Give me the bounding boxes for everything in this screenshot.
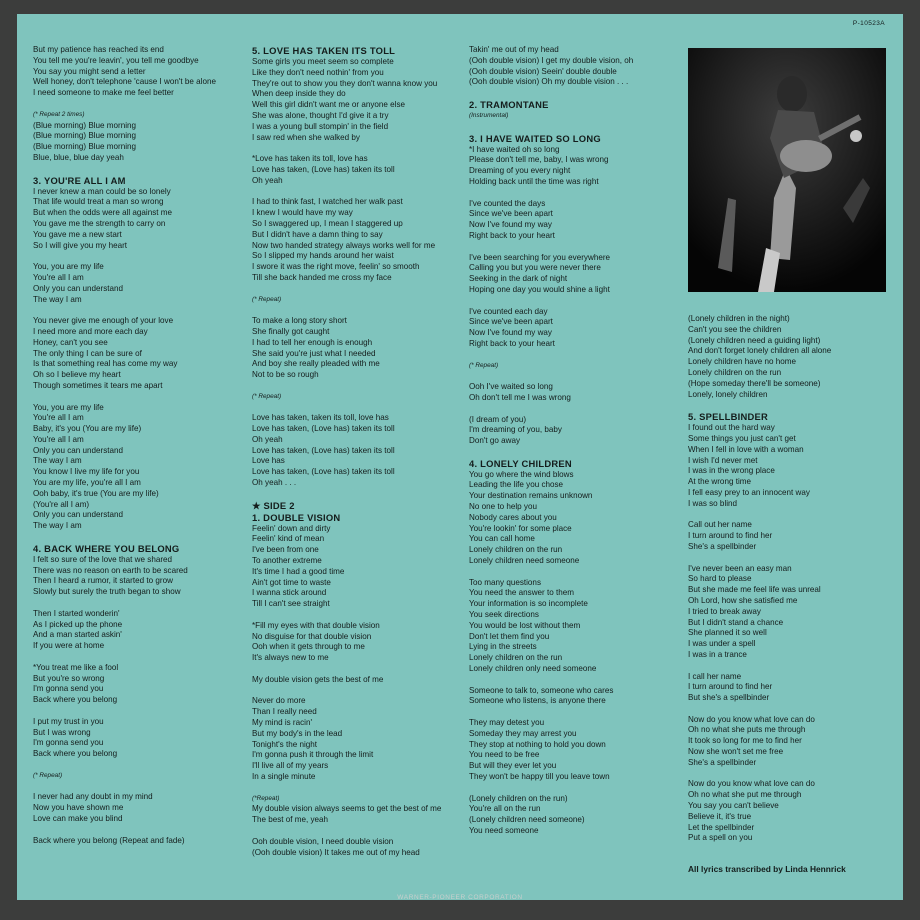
catalog-number: P-10523A [852, 20, 885, 27]
lyric-line: The only thing I can be sure of [33, 348, 142, 358]
lyric-line: And a man started askin' [33, 630, 122, 640]
lyric-line: Now I've found my way [469, 328, 552, 338]
lyric-line: Now I've found my way [469, 220, 552, 230]
lyric-line: I'm gonna send you [33, 738, 104, 748]
guitarist-photo [688, 48, 886, 292]
song-title: 5. SPELLBINDER [688, 411, 769, 423]
lyric-line: (Ooh double vision) Seein' double double [469, 66, 617, 76]
stanza-gap [469, 783, 687, 794]
song-title: 3. YOU'RE ALL I AM [33, 174, 126, 186]
lyric-line: *You treat me like a fool [33, 662, 119, 672]
lyric-line: Honey, can't you see [33, 337, 108, 347]
lyric-line: The way I am [33, 521, 82, 531]
lyric-line: Oh no what she put me through [688, 790, 802, 800]
lyric-line: I wanna stick around [252, 588, 327, 598]
lyric-line: Love has taken, (Love has) taken its toll [252, 164, 395, 174]
lyric-line: Too many questions [469, 577, 541, 587]
lyric-line: I turn around to find her [688, 531, 773, 541]
lyric-line: You, you are my life [33, 262, 104, 272]
stanza-gap [252, 381, 472, 392]
lyric-line: *Fill my eyes with that double vision [252, 620, 380, 630]
lyric-note: (* Repeat) [33, 771, 63, 779]
lyric-line: Ooh I've waited so long [469, 382, 553, 392]
lyric-line: It's always new to me [252, 653, 329, 663]
lyric-line: (Lonely children on the run) [469, 793, 568, 803]
stanza-gap [252, 403, 472, 414]
lyric-line: Now you have shown me [33, 803, 124, 813]
lyric-line: You say you might send a letter [33, 66, 146, 76]
lyric-line: Right back to your heart [469, 338, 555, 348]
lyric-line: Lonely children have no home [688, 357, 796, 367]
lyric-line: But I was wrong [33, 727, 91, 737]
lyric-line: Now she won't set me free [688, 747, 784, 757]
song-title: 4. BACK WHERE YOU BELONG [33, 542, 180, 554]
lyric-line: Since we've been apart [469, 317, 553, 327]
lyric-note: (Instrumental) [469, 111, 509, 119]
stanza-gap [252, 187, 472, 198]
lyric-line: Someday they may arrest you [469, 728, 577, 738]
lyric-line: If you were at home [33, 641, 105, 651]
lyric-line: Lonely children need someone [469, 556, 580, 566]
lyric-line: Love has taken, taken its toll, love has [252, 413, 389, 423]
stanza-gap [469, 242, 687, 253]
lyric-line: Back where you belong [33, 749, 118, 759]
stanza-gap [252, 489, 472, 500]
lyric-line: Believe it, it's true [688, 811, 752, 821]
lyric-line: Oh yeah [252, 434, 283, 444]
stanza-gap [688, 553, 900, 564]
lyric-line: (Lonely children in the night) [688, 314, 790, 323]
lyric-line: The way I am [33, 294, 82, 304]
lyric-line: She said you're just what I needed [252, 348, 376, 358]
lyric-line: Now two handed strategy always works well for me [252, 240, 436, 250]
stanza-gap [33, 706, 248, 717]
lyric-line: I turn around to find her [688, 682, 773, 692]
lyric-line: Love has [252, 456, 285, 466]
lyric-line: Never do more [252, 696, 306, 706]
stanza-gap [33, 251, 248, 262]
lyric-line: But will they ever let you [469, 761, 557, 771]
stanza-gap [33, 825, 248, 836]
lyric-line: Oh yeah . . . [252, 478, 297, 488]
lyric-line: (Blue morning) Blue morning [33, 131, 137, 141]
stanza-gap [688, 704, 900, 715]
lyric-line: Love can make you blind [33, 813, 123, 823]
song-title: 3. I HAVE WAITED SO LONG [469, 132, 601, 144]
lyrics-column-4 [688, 314, 900, 844]
lyric-line: To another extreme [252, 556, 322, 566]
lyric-line: You're all on the run [469, 804, 541, 814]
lyric-line: Ooh baby, it's true (You are my life) [33, 488, 159, 498]
lyric-line: (Lonely children need someone) [469, 815, 585, 825]
lyric-line: No one to help you [469, 502, 537, 512]
lyric-line: But she made me feel life was unreal [688, 585, 821, 595]
lyrics-credit: All lyrics transcribed by Linda Hennrick [688, 864, 846, 874]
lyric-line: You say you can't believe [688, 801, 779, 811]
lyric-line: But I didn't stand a chance [688, 617, 784, 627]
song-title: 4. LONELY CHILDREN [469, 457, 572, 469]
lyric-line: Is that something real has come my way [33, 359, 178, 369]
stanza-gap [33, 532, 248, 543]
lyric-line: I was so blind [688, 498, 738, 508]
lyric-line: So hard to please [688, 574, 752, 584]
lyric-line: You are my life, you're all I am [33, 478, 141, 488]
lyric-line: (Lonely children need a guiding light) [688, 335, 821, 345]
lyric-line: She's a spellbinder [688, 541, 757, 551]
stanza-gap [252, 826, 472, 837]
lyric-line: You need to be free [469, 750, 540, 760]
lyric-line: Right back to your heart [469, 230, 555, 240]
lyric-line: But I didn't have a damn thing to say [252, 229, 383, 239]
stanza-gap [469, 447, 687, 458]
song-title: 5. LOVE HAS TAKEN ITS TOLL [252, 45, 396, 56]
lyric-line: Love has taken, (Love has) taken its toll [252, 467, 395, 477]
lyric-line: When I fell in love with a woman [688, 444, 804, 454]
lyric-line: I need someone to make me feel better [33, 88, 174, 98]
lyric-line: I had to think fast, I watched her walk past [252, 197, 403, 207]
stanza-gap [688, 769, 900, 780]
lyric-line: You go where the wind blows [469, 469, 574, 479]
lyric-line: Not to be so rough [252, 370, 319, 380]
lyric-line: (You're all I am) [33, 499, 90, 509]
stanza-gap [688, 661, 900, 672]
lyric-line: They may detest you [469, 718, 545, 728]
lyrics-column-1 [33, 45, 248, 846]
lyric-line: Slowly but surely the truth began to show [33, 587, 181, 597]
lyric-line: My double vision gets the best of me [252, 674, 384, 684]
lyric-line: You need someone [469, 825, 539, 835]
lyric-line: I had to tell her enough is enough [252, 337, 373, 347]
stanza-gap [252, 783, 472, 794]
lyric-line: Don't let them find you [469, 631, 550, 641]
stanza-gap [33, 598, 248, 609]
lyric-line: Takin' me out of my head [469, 45, 559, 54]
lyric-line: To make a long story short [252, 316, 347, 326]
lyric-line: Love has taken, (Love has) taken its toll [252, 445, 395, 455]
lyric-line: She was alone, thought I'd give it a try [252, 110, 389, 120]
lyric-line: It's time I had a good time [252, 566, 345, 576]
lyric-line: Lonely children on the run [688, 367, 782, 377]
lyric-line: As I picked up the phone [33, 619, 123, 629]
lyric-line: Ooh double vision, I need double vision [252, 836, 394, 846]
lyric-line: You would be lost without them [469, 620, 581, 630]
lyric-line: I was in the wrong place [688, 466, 775, 476]
stanza-gap [33, 164, 248, 175]
stanza-gap [469, 88, 687, 99]
lyric-line: You're all I am [33, 272, 84, 282]
stanza-gap [469, 296, 687, 307]
lyric-line: You gave me the strength to carry on [33, 218, 166, 228]
lyric-line: You need the answer to them [469, 588, 574, 598]
lyric-line: You know I live my life for you [33, 467, 140, 477]
lyric-line: Seeking in the dark of night [469, 274, 568, 284]
lyric-line: My mind is racin' [252, 718, 313, 728]
lyric-line: You're all I am [33, 434, 84, 444]
stanza-gap [252, 143, 472, 154]
lyric-line: The best of me, yeah [252, 815, 329, 825]
lyric-line: Your information is so incomplete [469, 599, 588, 609]
lyric-line: Call out her name [688, 520, 752, 530]
lyric-line: But my body's in the lead [252, 728, 343, 738]
stanza-gap [469, 675, 687, 686]
lyric-line: I've been searching for you everywhere [469, 252, 611, 262]
lyric-line: Someone to talk to, someone who cares [469, 685, 614, 695]
lyric-line: I've counted each day [469, 306, 548, 316]
lyric-line: Put a spell on you [688, 833, 753, 843]
stanza-gap [469, 371, 687, 382]
lyric-line: Only you can understand [33, 445, 123, 455]
lyric-line: I've been from one [252, 545, 319, 555]
lyric-line: You're lookin' for some place [469, 523, 572, 533]
stanza-gap [33, 782, 248, 793]
lyric-line: And boy she really pleaded with me [252, 359, 380, 369]
lyric-line: I wish I'd never met [688, 455, 758, 465]
stanza-gap [33, 760, 248, 771]
lyric-line: I never had any doubt in my mind [33, 792, 153, 802]
stanza-gap [33, 392, 248, 403]
footer-publisher: WARNER-PIONEER CORPORATION [397, 894, 523, 900]
lyric-line: You, you are my life [33, 402, 104, 412]
lyric-line: Lonely children only need someone [469, 664, 597, 674]
lyric-line: It took so long for me to find her [688, 736, 802, 746]
lyric-line: Holding back until the time was right [469, 176, 599, 186]
lyric-line: I was under a spell [688, 639, 756, 649]
stanza-gap [469, 350, 687, 361]
lyric-line: You tell me you're leavin', you tell me goodbye [33, 55, 199, 65]
lyric-line: Leading the life you chose [469, 480, 564, 490]
lyric-line: The way I am [33, 456, 82, 466]
lyric-line: I put my trust in you [33, 716, 104, 726]
lyric-line: Though sometimes it tears me apart [33, 380, 163, 390]
lyric-line: Lonely children on the run [469, 545, 563, 555]
lyric-line: Ain't got time to waste [252, 577, 331, 587]
lyric-line: I tried to break away [688, 606, 761, 616]
lyric-line: Than I really need [252, 707, 317, 717]
stanza-gap [33, 652, 248, 663]
lyric-line: (Ooh double vision) Oh my double vision . . . [469, 77, 629, 87]
lyric-line: Someone who listens, is anyone there [469, 696, 606, 706]
lyric-line: Lonely children on the run [469, 653, 563, 663]
lyric-line: You never give me enough of your love [33, 316, 174, 326]
lyric-line: Dreaming of you every night [469, 166, 571, 176]
lyric-line: I was in a trance [688, 649, 747, 659]
lyric-line: Blue, blue, blue day yeah [33, 152, 124, 162]
lyric-line: Your destination remains unknown [469, 491, 593, 501]
lyric-line: (Blue morning) Blue morning [33, 120, 137, 130]
stanza-gap [252, 305, 472, 316]
lyric-line: Don't go away [469, 436, 521, 446]
lyric-line: So I swaggered up, I mean I staggered up [252, 218, 403, 228]
lyric-line: (Ooh double vision) I get my double vision, oh [469, 55, 634, 65]
lyric-note: (* Repeat) [469, 361, 499, 369]
lyric-line: Ooh when it gets through to me [252, 642, 365, 652]
lyric-line: Nobody cares about you [469, 512, 557, 522]
lyric-line: Well honey, don't telephone 'cause I won't be alone [33, 77, 216, 87]
lyric-line: But she's a spellbinder [688, 693, 770, 703]
lyric-line: I knew I would have my way [252, 208, 353, 218]
lyric-line: When deep inside they do [252, 89, 346, 99]
stanza-gap [469, 188, 687, 199]
lyric-line: Only you can understand [33, 510, 123, 520]
lyric-line: You're all I am [33, 413, 84, 423]
lyric-line: They stop at nothing to hold you down [469, 739, 606, 749]
lyric-line: I felt so sure of the love that we shared [33, 554, 173, 564]
lyric-line: I never knew a man could be so lonely [33, 186, 171, 196]
lyric-line: (Blue morning) Blue morning [33, 142, 137, 152]
lyric-line: Oh Lord, how she satisfied me [688, 595, 798, 605]
lyric-line: Hoping one day you would shine a light [469, 284, 610, 294]
lyric-line: But when the odds were all against me [33, 208, 173, 218]
lyric-line: In a single minute [252, 772, 316, 781]
lyric-line: That life would treat a man so wrong [33, 197, 164, 207]
song-title: ★ SIDE 2 [252, 499, 295, 511]
stanza-gap [469, 404, 687, 415]
lyric-line: She's a spellbinder [688, 757, 757, 767]
lyric-line: So I will give you my heart [33, 240, 128, 250]
lyric-note: (* Repeat) [252, 392, 282, 400]
stanza-gap [33, 305, 248, 316]
lyric-line: Love has taken, (Love has) taken its toll [252, 424, 395, 434]
lyric-line: You gave me a new start [33, 229, 122, 239]
lyric-line: She finally got caught [252, 326, 330, 336]
stanza-gap [252, 664, 472, 675]
lyric-line: No disguise for that double vision [252, 631, 372, 641]
stanza-gap [688, 400, 900, 411]
lyrics-column-3 [469, 45, 687, 837]
lyric-line: They won't be happy till you leave town [469, 772, 610, 781]
lyric-line: Some girls you meet seem so complete [252, 57, 394, 66]
lyric-line: *I have waited oh so long [469, 144, 560, 154]
lyric-line: I need more and more each day [33, 326, 148, 336]
lyric-line: I'm gonna send you [33, 684, 104, 694]
lyric-line: Feelin' down and dirty [252, 523, 331, 533]
lyric-line: Baby, it's you (You are my life) [33, 424, 142, 434]
lyric-line: (Hope someday there'll be someone) [688, 378, 821, 388]
lyric-line: I call her name [688, 671, 742, 681]
lyric-line: I saw red when she walked by [252, 132, 360, 142]
stanza-gap [252, 284, 472, 295]
lyric-line: I found out the hard way [688, 423, 775, 433]
lyric-line: Oh don't tell me I was wrong [469, 392, 571, 402]
lyric-line: But you're so wrong [33, 673, 105, 683]
stanza-gap [469, 707, 687, 718]
lyric-line: But my patience has reached its end [33, 45, 164, 54]
lyric-line: Can't you see the children [688, 324, 782, 334]
lyric-line: Till she back handed me cross my face [252, 272, 392, 282]
lyric-line: Now do you know what love can do [688, 779, 815, 789]
lyric-line: They're out to show you they don't wanna know you [252, 78, 438, 88]
lyrics-column-2 [252, 45, 472, 858]
song-title: 2. TRAMONTANE [469, 98, 549, 110]
lyric-line: Then I heard a rumor, it started to grow [33, 576, 173, 586]
lyric-note: (*Repeat) [252, 794, 280, 802]
lyric-line: I've counted the days [469, 198, 546, 208]
lyric-line: She planned it so well [688, 628, 767, 638]
lyric-line: I swore it was the right move, feelin' so smooth [252, 262, 420, 272]
lyric-line: Back where you belong [33, 695, 118, 705]
lyric-line: Feelin' kind of mean [252, 534, 325, 544]
lyric-line: Tonight's the night [252, 739, 317, 749]
lyric-line: Till I can't see straight [252, 599, 330, 609]
lyric-line: At the wrong time [688, 477, 751, 487]
lyric-line: Then I started wonderin' [33, 608, 120, 618]
lyric-line: Lying in the streets [469, 642, 537, 652]
lyric-line: (I dream of you) [469, 414, 527, 424]
lyric-line: I've never been an easy man [688, 563, 792, 573]
lyric-line: Lonely, lonely children [688, 389, 768, 399]
lyric-line: Some things you just can't get [688, 433, 796, 443]
lyric-line: Only you can understand [33, 283, 123, 293]
lyric-line: Please don't tell me, baby, I was wrong [469, 155, 609, 165]
lyric-line: I was a young bull stompin' in the field [252, 121, 389, 131]
stanza-gap [252, 686, 472, 697]
lyric-line: You seek directions [469, 610, 539, 620]
lyric-line: I'm gonna push it through the limit [252, 750, 374, 760]
lyric-line: *Love has taken its toll, love has [252, 154, 368, 164]
lyric-line: I'll live all of my years [252, 761, 329, 771]
lyric-note: (* Repeat 2 times) [33, 110, 85, 118]
stanza-gap [688, 510, 900, 521]
lyric-note: (* Repeat) [252, 295, 282, 303]
song-title: 1. DOUBLE VISION [252, 511, 341, 523]
lyric-line: Since we've been apart [469, 209, 553, 219]
lyric-line: And don't forget lonely children all alone [688, 346, 832, 356]
stanza-gap [252, 610, 472, 621]
lyric-line: Calling you but you were never there [469, 263, 601, 273]
lyric-line: Back where you belong (Repeat and fade) [33, 835, 185, 845]
lyric-line: My double vision always seems to get the best of me [252, 804, 442, 814]
stanza-gap [33, 99, 248, 110]
lyric-line: Like they don't need nothin' from you [252, 67, 384, 77]
lyric-line: Oh no what she puts me through [688, 725, 806, 735]
lyric-line: You can call home [469, 534, 535, 544]
lyric-line: I'm dreaming of you, baby [469, 425, 562, 435]
lyric-line: Now do you know what love can do [688, 714, 815, 724]
lyric-line: So I slipped my hands around her waist [252, 251, 394, 261]
lyric-line: I fell easy prey to an innocent way [688, 487, 810, 497]
lyric-line: Let the spellbinder [688, 822, 755, 832]
lyric-line: Oh yeah [252, 175, 283, 185]
stanza-gap [469, 567, 687, 578]
lyric-line: There was no reason on earth to be scared [33, 565, 188, 575]
lyric-sheet [17, 14, 903, 900]
lyric-line: (Ooh double vision) It takes me out of my head [252, 847, 420, 857]
stanza-gap [469, 122, 687, 133]
lyric-line: Oh so I believe my heart [33, 370, 121, 380]
lyric-line: Well this girl didn't want me or anyone else [252, 100, 406, 110]
